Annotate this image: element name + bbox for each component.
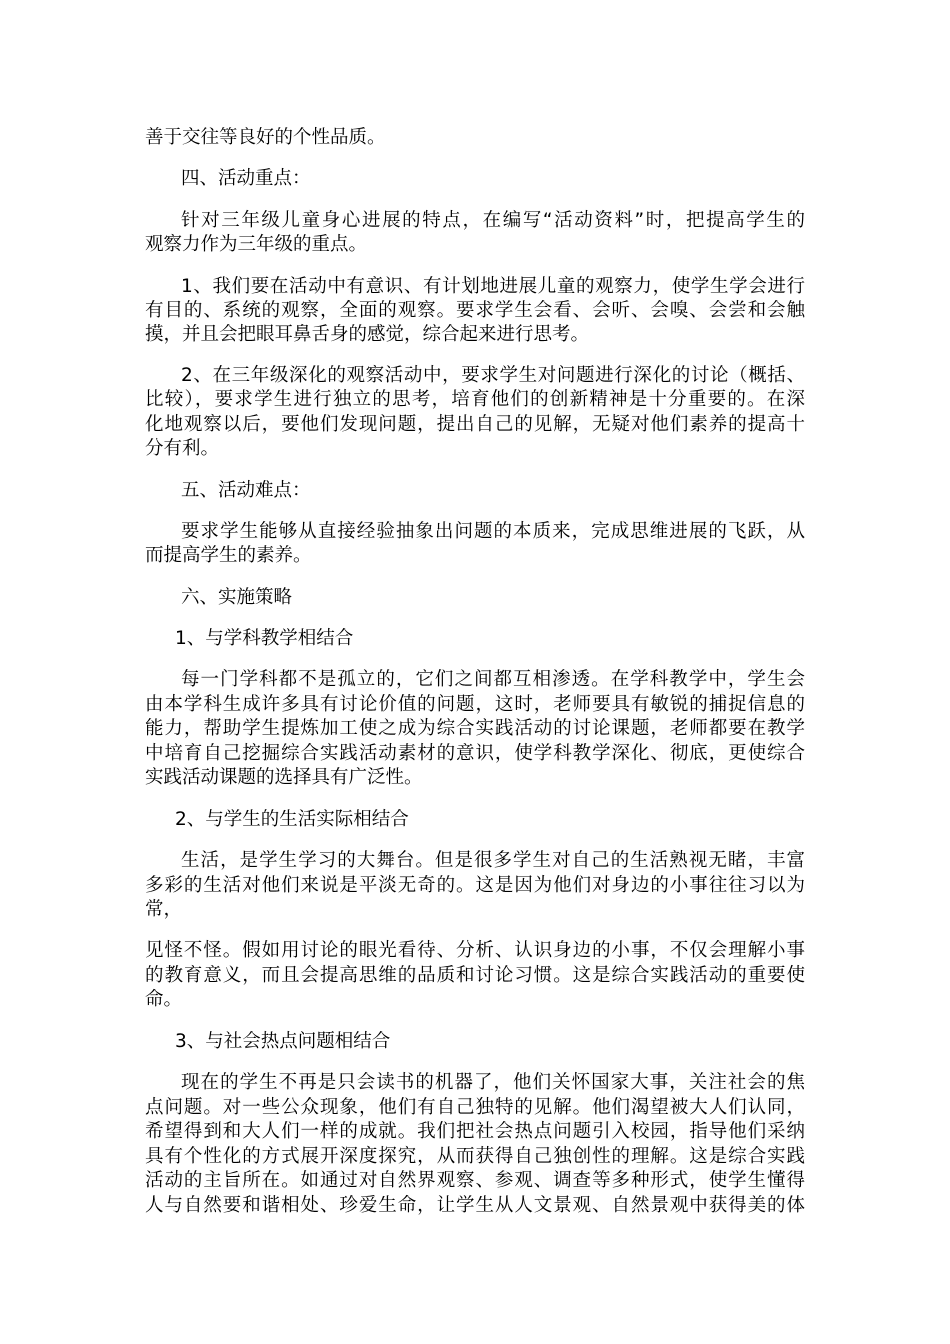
text-line: 多彩的生活对他们来说是平淡无奇的。这是因为他们对身边的小事往往习以为 <box>145 875 805 896</box>
section-heading: 六、实施策略 <box>181 587 293 608</box>
text-line: 点问题。对一些公众现象，他们有自己独特的见解。他们渴望被大人们认同， <box>145 1097 805 1118</box>
subsection-heading: 3、与社会热点问题相结合 <box>175 1031 391 1052</box>
text-line: 命。 <box>145 989 183 1010</box>
text-line: 生活，是学生学习的大舞台。但是很多学生对自己的生活熟视无睹，丰富 <box>181 850 805 871</box>
text-line: 的教育意义，而且会提高思维的品质和讨论习惯。这是综合实践活动的重要使 <box>145 965 805 986</box>
text-line: 摸，并且会把眼耳鼻舌身的感觉，综合起来进行思考。 <box>145 324 590 345</box>
text-line: 人与自然要和谐相处、珍爱生命，让学生从人文景观、自然景观中获得美的体 <box>145 1195 805 1216</box>
text-line: 中培育自己挖掘综合实践活动素材的意识，使学科教学深化、彻底，更使综合 <box>145 743 805 764</box>
text-line: 针对三年级儿童身心进展的特点，在编写“活动资料”时，把提高学生的 <box>181 210 805 231</box>
text-line: 由本学科生成许多具有讨论价值的问题，这时，老师要具有敏锐的捕捉信息的 <box>145 694 805 715</box>
text-line: 常， <box>145 899 183 920</box>
text-line: 要求学生能够从直接经验抽象出问题的本质来，完成思维进展的飞跃，从 <box>181 521 805 542</box>
text-line: 化地观察以后，要他们发现问题，提出自己的见解，无疑对他们素养的提高十 <box>145 414 805 435</box>
text-line: 见怪不怪。假如用讨论的眼光看待、分析、认识身边的小事，不仅会理解小事 <box>145 940 805 961</box>
text-line: 观察力作为三年级的重点。 <box>145 234 368 255</box>
text-line: 比较），要求学生进行独立的思考，培育他们的创新精神是十分重要的。在深 <box>145 389 805 410</box>
text-line: 善于交往等良好的个性品质。 <box>145 127 386 148</box>
section-heading: 四、活动重点： <box>181 168 311 189</box>
text-line: 而提高学生的素养。 <box>145 545 312 566</box>
text-line: 具有个性化的方式展开深度探究，从而获得自己独创性的理解。这是综合实践 <box>145 1146 805 1167</box>
text-line: 有目的、系统的观察，全面的观察。要求学生会看、会听、会嗅、会尝和会触 <box>145 300 805 321</box>
text-line: 1、我们要在活动中有意识、有计划地进展儿童的观察力，使学生学会进行 <box>181 276 805 297</box>
text-line: 活动的主旨所在。如通过对自然界观察、参观、调查等多种形式，使学生懂得 <box>145 1170 805 1191</box>
text-line: 分有利。 <box>145 438 220 459</box>
text-line: 实践活动课题的选择具有广泛性。 <box>145 767 423 788</box>
text-line: 每一门学科都不是孤立的，它们之间都互相渗透。在学科教学中，学生会 <box>181 669 805 690</box>
text-line: 能力，帮助学生提炼加工使之成为综合实践活动的讨论课题，老师都要在教学 <box>145 718 805 739</box>
text-line: 2、在三年级深化的观察活动中，要求学生对问题进行深化的讨论（概括、 <box>181 365 805 386</box>
text-line: 现在的学生不再是只会读书的机器了，他们关怀国家大事，关注社会的焦 <box>181 1072 805 1093</box>
subsection-heading: 2、与学生的生活实际相结合 <box>175 809 409 830</box>
section-heading: 五、活动难点： <box>181 480 311 501</box>
text-line: 希望得到和大人们一样的成就。我们把社会热点问题引入校园，指导他们采纳 <box>145 1121 805 1142</box>
subsection-heading: 1、与学科教学相结合 <box>175 628 354 649</box>
